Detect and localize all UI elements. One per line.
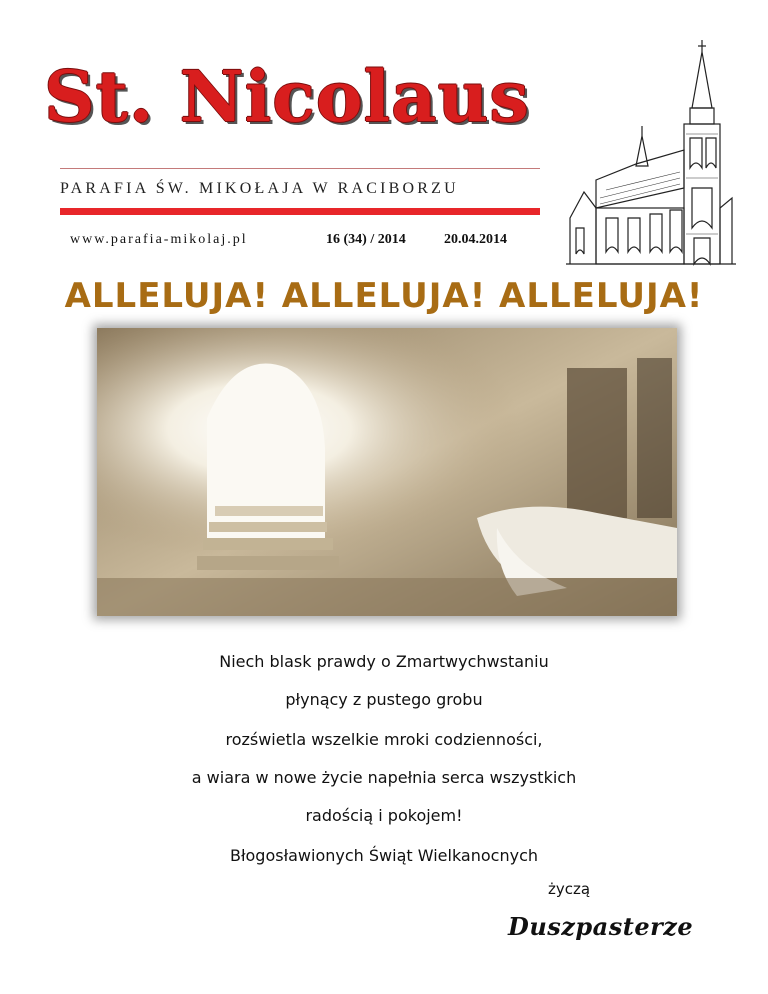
from-label: życzą [548,880,591,898]
parish-name: PARAFIA ŚW. MIKOŁAJA W RACIBORZU [60,180,459,197]
masthead-red-bar [60,208,540,215]
wish-line-1: Niech blask prawdy o Zmartwychwstaniu [219,652,549,671]
church-illustration [566,38,736,266]
masthead-title: St. Nicolaus [44,55,530,138]
issue-date: 20.04.2014 [444,232,507,247]
wish-line-3: rozświetla wszelkie mroki codzienności, [225,730,543,749]
masthead-meta-row [70,232,550,252]
wish-line-6: Błogosławionych Świąt Wielkanocnych [229,846,538,865]
issue-number: 16 (34) / 2014 [326,232,406,247]
masthead-thin-rule [60,168,540,169]
wish-line-2: płynący z pustego grobu [285,690,483,709]
wish-line-4: a wiara w nowe życie napełnia serca wszystkich [191,768,577,787]
empty-tomb-photo [97,328,677,616]
signature: Duszpasterze [508,912,694,941]
headline-alleluja: ALLELUJA! ALLELUJA! ALLELUJA! [64,276,704,316]
website-url: www.parafia-mikolaj.pl [70,232,248,247]
wish-line-5: radością i pokojem! [305,806,463,825]
